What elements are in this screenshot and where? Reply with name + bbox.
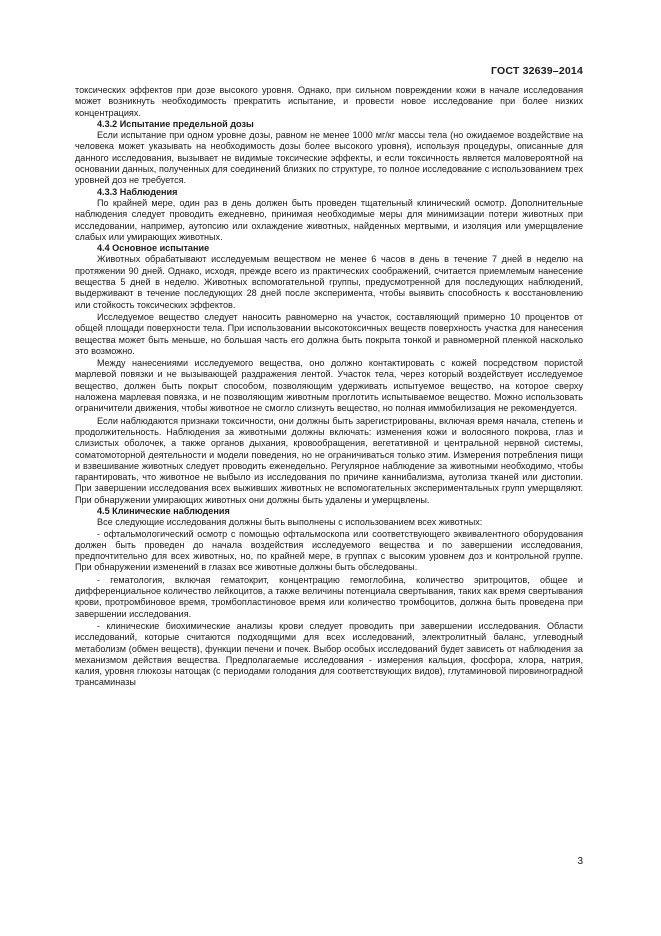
- section-heading-4-4: 4.4 Основное испытание: [97, 243, 210, 254]
- standard-designation: ГОСТ 32639–2014: [490, 65, 583, 77]
- paragraph-main-test-1: Животных обрабатывают исследуемым веществом не менее 6 часов в день в течение 7 дней в неделю на протяжении 90 дней. Однако, исходя, прежде всего из практических соображений, считается приемлемым нанесение вещества 5 дней в неделю. Животных вспомогательной группы, предусмотренной для последующих наблюдений, выдерживают в течение последующих 28 дней после эксперимента, чтобы выявить способность к восстановлению или стойкость токсических эффектов.: [75, 254, 583, 310]
- section-heading-4-5: 4.5 Клинические наблюдения: [97, 505, 230, 516]
- list-item-biochemistry: - клинические биохимические анализы крови следует проводить при завершении исследования. Области исследований, которые считаются подходящими для всех исследований, электролитный баланс, углеводный метаболизм (обмен веществ), функции печени и почек. Выбор особых исследований будет зависеть от наблюдения за механизмом действия вещества. Предполагаемые исследования - измерения кальция, фосфора, хлора, натрия, калия, уровня глюкозы натощак (с периодами голодания для соответствующих видов), глутаминовой пировиноградной трансаминазы: [75, 620, 583, 688]
- section-heading-4-3-2: 4.3.2 Испытание предельной дозы: [97, 118, 254, 129]
- paragraph-main-test-2: Исследуемое вещество следует наносить равномерно на участок, составляющий примерно 10 процентов от общей площади поверхности тела. При использовании высокотоксичных веществ поверхность участка для нанесения вещества может быть меньше, но большая часть его должна быть покрыта тонкой и равномерной пленкой насколько это возможно.: [75, 311, 583, 356]
- paragraph-clinical-intro: Все следующие исследования должны быть выполнены с использованием всех животных:: [97, 517, 483, 528]
- paragraph-observations: По крайней мере, один раз в день должен быть проведен тщательный клинический осмотр. Дополнительные наблюдения следует проводить ежедневно, принимая необходимые меры для минимизации потери животных при исследовании, например, аутопсию или охлаждение животных, найденных мертвыми, и изоляция или умерщвление слабых или умирающих животных.: [75, 197, 583, 242]
- section-heading-4-3-3: 4.3.3 Наблюдения: [97, 186, 178, 197]
- paragraph-main-test-3: Между нанесениями исследуемого вещества, оно должно контактировать с кожей посредством пористой марлевой повязки и не вызывающей раздражения лентой. Участок тела, через который воздействует исследуемое вещество, должен быть покрыт способом, позволяющим удерживать испытуемое вещество, на которое сверху наложена марлевая повязка, и не позволяющим животным проглотить испытываемое вещество. Можно использовать ограничители движения, чтобы животное не смогло слизнуть вещество, но полная иммобилизация не рекомендуется.: [75, 358, 583, 414]
- paragraph-main-test-4: Если наблюдаются признаки токсичности, они должны быть зарегистрированы, включая время начала, степень и продолжительность. Наблюдения за животными должны включать: изменения кожи и волосяного покрова, глаз и слизистых оболочек, а также органов дыхания, кровообращения, вегетативной и центральной нервной системы, соматомоторной деятельности и модели поведения, но не ограничиваться только этим. Измерения потребления пищи и взвешивание животных следует проводить еженедельно. Регулярное наблюдение за животными необходимо, чтобы гарантировать, что животное не выбыло из исследования по причине каннибализма, аутолиза тканей или дистопии. При завершении исследования всех выживших животных не вспомогательных экспериментальных групп умерщвляют. При обнаружении умирающих животных они должны быть удалены и умерщвлены.: [75, 415, 583, 505]
- paragraph-continuation: токсических эффектов при дозе высокого уровня. Однако, при сильном повреждении кожи в начале исследования может возникнуть необходимость прекратить испытание, и провести новое исследование при более низких концентрациях.: [75, 85, 583, 118]
- page-number: 3: [577, 856, 583, 867]
- list-item-ophthalmology: - офтальмологический осмотр с помощью офтальмоскопа или соответствующего эквивалентного оборудования должен быть проведен до начала воздействия исследуемого вещества и по завершении исследования, предпочтительно для всех животных, но, по крайней мере, в группах с высоким уровнем доз и контрольной группе. При обнаружении изменений в глазах все животные должны быть обследованы.: [75, 528, 583, 573]
- paragraph-limit-dose: Если испытание при одном уровне дозы, равном не менее 1000 мг/кг массы тела (но ожидаемое воздействие на человека может указывать на необходимость дозы более высокого уровня), используя процедуры, описанные для данного исследования, вызывает не видимые токсические эффекты, и если токсичность является маловероятной на основании данных, полученных для соединений близких по структуре, то полное исследование с использованием трех уровней доз не требуется.: [75, 130, 583, 186]
- page-content: [75, 85, 583, 689]
- list-item-hematology: - гематология, включая гематокрит, концентрацию гемоглобина, количество эритроцитов, общее и дифференциальное количество лейкоцитов, а также величины потенциала свертывания, таких как время свертывания крови, протромбиновое время, тромбопластиновое время или количество тромбоцитов, должна быть проведена при завершении исследования.: [75, 574, 583, 619]
